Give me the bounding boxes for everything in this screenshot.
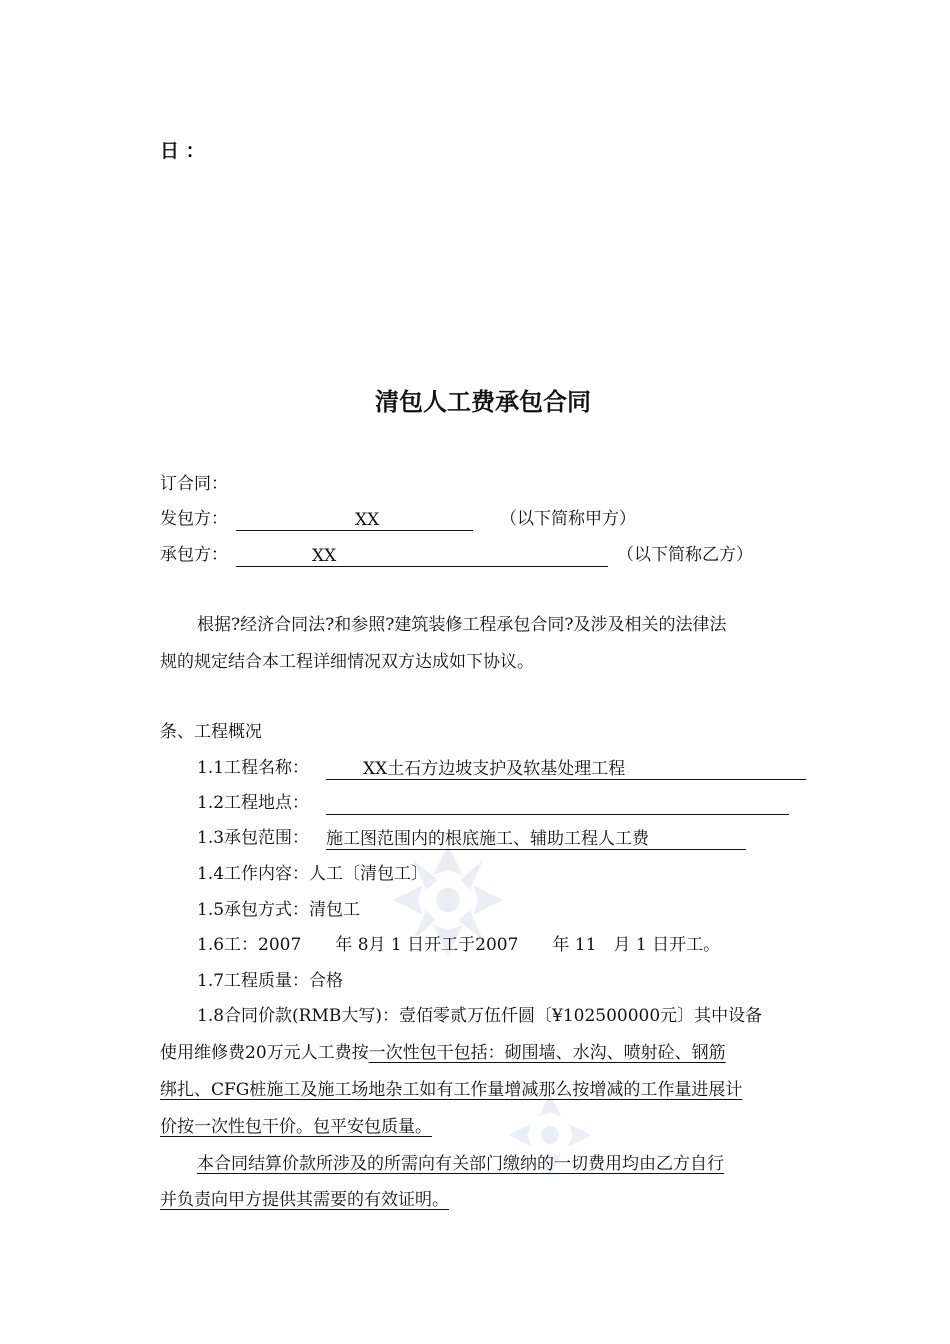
item-1-1-label: 1.1工程名称： — [197, 758, 310, 778]
party-b-note: （以下简称乙方） — [617, 545, 753, 565]
party-a-note: （以下简称甲方） — [500, 509, 636, 529]
party-a-underline — [236, 510, 473, 531]
party-b-field — [236, 543, 608, 567]
item-1-1-value: XX土石方边坡支护及软基处理工程 — [363, 759, 626, 779]
item-1-4: 1.4工作内容：人工〔清包工〕 — [197, 864, 429, 884]
item-1-8-line-2-underlined: 一次性包干包括：砌围墙、水沟、喷射砼、钢筋 — [368, 1043, 726, 1063]
section-1-title: 条、工程概况 — [160, 722, 262, 742]
party-b-label: 承包方： — [160, 545, 228, 565]
item-1-2-label: 1.2工程地点： — [197, 793, 310, 813]
item-1-3-underline — [326, 829, 746, 850]
item-1-8-line-4: 价按一次性包干价。包平安包质量。 — [160, 1117, 432, 1137]
item-1-7: 1.7工程质量：合格 — [197, 971, 344, 991]
date-label: 日 ： — [160, 140, 205, 162]
intro-line-2: 规的规定结合本工程详细情况双方达成如下协议。 — [160, 652, 534, 672]
party-a-value: XX — [355, 510, 380, 530]
item-1-3-value: 施工图范围内的根底施工、辅助工程人工费 — [326, 829, 649, 849]
item-1-1-field — [326, 756, 806, 780]
item-1-3-label: 1.3承包范围： — [197, 828, 310, 848]
sign-label: 订合同： — [160, 474, 228, 494]
contract-title: 清包人工费承包合同 — [375, 388, 591, 416]
item-1-1-underline — [326, 759, 806, 780]
party-b-underline — [236, 546, 608, 567]
item-1-8-line-2 — [160, 1041, 726, 1065]
intro-line-1: 根据?经济合同法?和参照?建筑装修工程承包合同?及涉及相关的法律法 — [197, 615, 727, 635]
party-a-row — [160, 507, 228, 531]
item-1-8-line-1: 1.8合同价款(RMB大写)：壹佰零贰万伍仟圆〔¥102500000元〕其中设备 — [197, 1006, 763, 1026]
item-1-2-field — [326, 791, 789, 815]
settle-line-1: 本合同结算价款所涉及的所需向有关部门缴纳的一切费用均由乙方自行 — [197, 1154, 724, 1174]
item-1-6: 1.6工：2007 年 8月 1 日开工于2007 年 11 月 1 日开工。 — [197, 935, 721, 955]
item-1-5: 1.5承包方式：清包工 — [197, 900, 361, 920]
party-b-value: XX — [312, 546, 337, 566]
party-a-label: 发包方： — [160, 509, 228, 529]
settle-line-2: 并负责向甲方提供其需要的有效证明。 — [160, 1190, 449, 1210]
item-1-3-field — [326, 826, 746, 850]
item-1-8-line-3: 绑扎、CFG桩施工及施工场地杂工如有工作量增减那么按增减的工作量进展计 — [160, 1080, 743, 1100]
item-1-2-underline — [326, 794, 789, 815]
party-a-field — [236, 507, 473, 531]
item-1-8-line-2-plain: 使用维修费20万元人工费按 — [160, 1043, 369, 1063]
